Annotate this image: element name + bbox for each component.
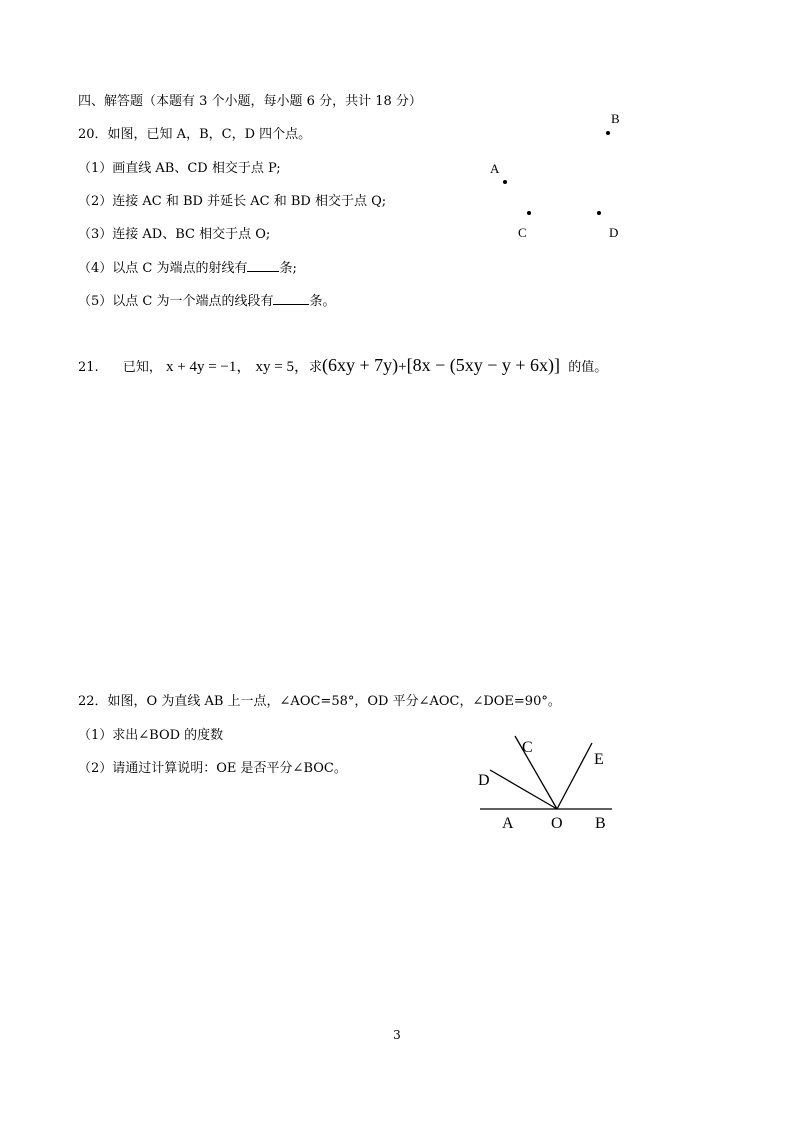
q21-expr-2: [8x − (5xy − y + 6x)] [406,355,561,375]
q21-cond-1: x + 4y = −1， [165,359,252,375]
label-e: E [594,751,604,768]
answer-blank-segments[interactable] [273,292,309,305]
q22-angle-figure [470,728,620,838]
q22-item-2: （2）请通过计算说明：OE 是否平分∠BOC。 [78,761,347,776]
q22-item-1: （1）求出∠BOD 的度数 [78,728,224,743]
section-title: 四、解答题（本题有 3 个小题，每小题 6 分，共计 18 分） [78,94,422,109]
q20-item-5-text: （5）以点 C 为一个端点的线段有 [78,294,274,309]
answer-blank-rays[interactable] [247,259,279,272]
q21-prefix: 已知， [122,360,162,375]
point-c [527,211,531,215]
q21-line [78,355,607,376]
label-b: B [595,815,606,832]
q20-item-2: （2）连接 AC 和 BD 并延长 AC 和 BD 相交于点 Q; [78,194,387,209]
q21-suffix: 的值。 [568,360,608,375]
q21-plus: + [398,359,407,375]
label-o: O [551,815,563,832]
label-a: A [502,815,514,832]
q22-stem: 22．如图，O 为直线 AB 上一点，∠AOC=58°，OD 平分∠AOC，∠DOE=90°。 [78,694,561,709]
point-label-b: B [611,111,620,126]
page-number: 3 [393,1028,401,1042]
q20-stem: 20．如图，已知 A，B，C，D 四个点。 [78,127,312,142]
point-label-a: A [490,161,500,176]
q21-ask: 求 [308,360,322,375]
point-label-c: C [518,225,527,240]
q20-item-4 [78,257,297,276]
q20-item-4-text: （4）以点 C 为端点的射线有 [78,261,248,276]
q20-item-3: （3）连接 AD、BC 相交于点 O; [78,227,271,242]
q20-item-5-suffix: 条。 [309,294,336,309]
point-a [503,180,507,184]
q20-item-1: （1）画直线 AB、CD 相交于点 P; [78,161,281,176]
q21-cond-2: xy = 5， [255,359,309,375]
q20-item-4-suffix: 条; [279,261,297,276]
label-c: C [522,739,533,756]
q21-expr-1: (6xy + 7y) [322,355,399,375]
point-d [597,211,601,215]
point-b [606,131,610,135]
label-d: D [478,772,490,789]
ray-oe [557,743,592,809]
q20-points-figure [480,105,630,245]
q21-number: 21. [78,360,99,375]
ray-od [490,770,557,809]
q20-item-5 [78,290,336,309]
point-label-d: D [609,225,619,240]
